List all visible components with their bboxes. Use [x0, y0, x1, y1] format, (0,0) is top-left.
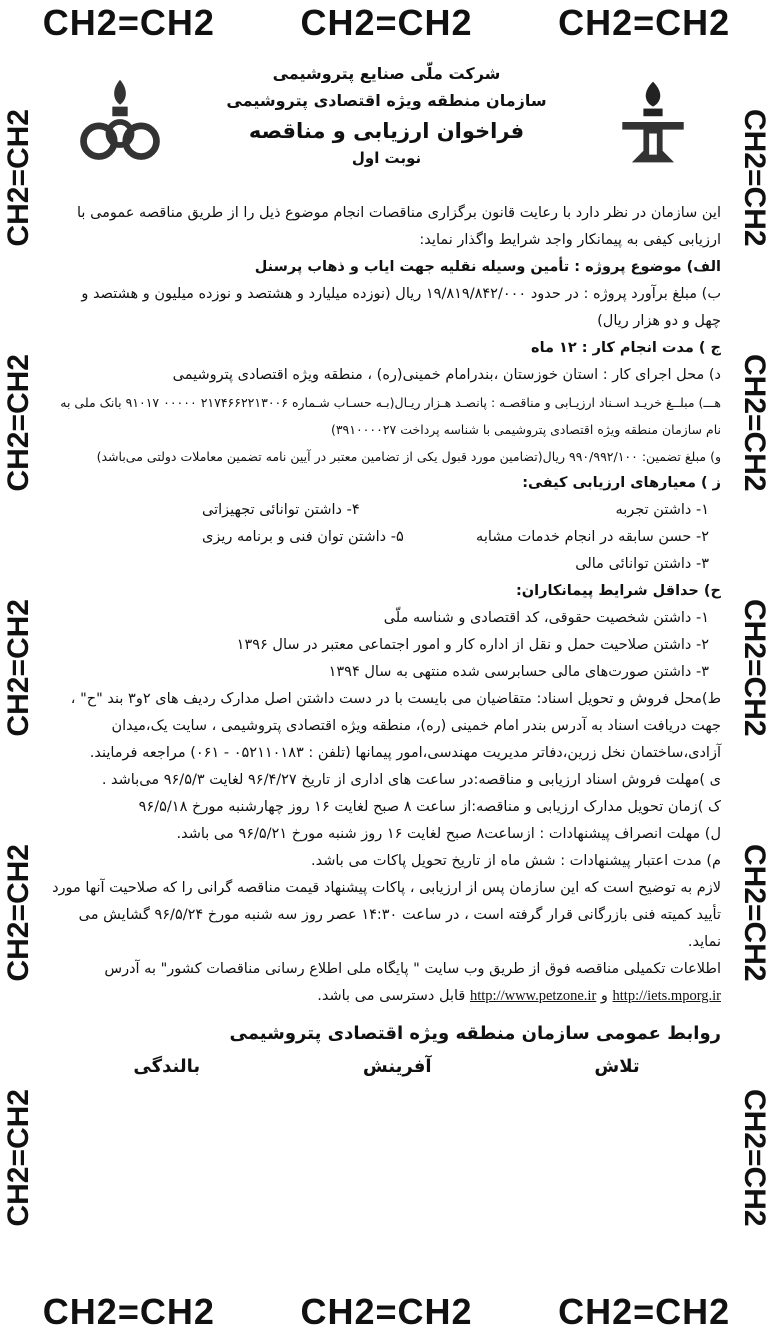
info-text-end: قابل دسترسی می باشد.	[317, 988, 466, 1004]
frame-text: CH2=CH2	[738, 108, 771, 247]
frame-text: CH2=CH2	[42, 2, 215, 43]
public-relations-signature: روابط عمومی سازمان منطقه ویژه اقتصادی پتروشیمی	[229, 1023, 721, 1044]
frame-text: CH2=CH2	[42, 1291, 215, 1332]
slogan: تلاش	[594, 1056, 640, 1077]
frame-top-border	[0, 2, 773, 44]
requirements-title: ح) حداقل شرایط پیمانکاران:	[515, 583, 721, 599]
frame-text: CH2=CH2	[300, 2, 473, 43]
organization-name: شرکت ملّی صنایع پتروشیمی	[272, 64, 501, 83]
item-submission-time: ک )زمان تحویل مدارک ارزیابی و مناقصه:از ساعت ۸ صبح لغایت ۱۶ روز چهارشنبه مورخ ۹۶/۵/۱۸	[138, 799, 721, 815]
frame-text: CH2=CH2	[738, 843, 771, 982]
criteria-title: ز ) معیارهای ارزیابی کیفی:	[522, 475, 721, 491]
slogan: آفرینش	[362, 1056, 432, 1077]
frame-text: CH2=CH2	[2, 843, 35, 982]
notice-header	[52, 60, 721, 200]
frame-left-border	[2, 55, 36, 1280]
iets-link[interactable]: http://iets.mporg.ir	[612, 988, 721, 1004]
criteria-item: ۳- داشتن توانائی مالی	[575, 556, 709, 572]
slogan: بالندگی	[133, 1056, 201, 1077]
frame-text: CH2=CH2	[2, 1088, 35, 1227]
item-sale-location: ط)محل فروش و تحویل اسناد: متقاضیان می بایست با در دست داشتن اصل مدارک ردیف های ۲و۳ بند "ح" ، جهت دریافت اسناد به آدرس بندر امام خمینی (ره)، منطقه ویژه اقتصادی پتروشیمی ، سایت یک،میدان آزادی،ساختمان نخل زرین،دفاتر مدیریت مهندسی،امور پیمانها (تلفن : ۰۵۲۱۱۰۱۸۳ - ۰۶۱) مراجعه فرمایند.	[70, 691, 721, 761]
item-withdrawal-deadline: ل) مهلت انصراف پیشنهادات : ازساعت۸ صبح لغایت ۱۶ روز شنبه مورخ ۹۶/۵/۲۱ می باشد.	[176, 826, 721, 842]
frame-text: CH2=CH2	[2, 353, 35, 492]
requirement-item: ۳- داشتن صورت‌های مالی حسابرسی شده منتهی به سال ۱۳۹۴	[328, 664, 709, 680]
frame-right-border	[737, 55, 771, 1280]
criteria-item: ۲- حسن سابقه در انجام خدمات مشابه	[476, 529, 709, 545]
slogans	[52, 1053, 721, 1080]
notice-turn: نوبت اول	[351, 149, 422, 167]
item-guarantee: و) مبلغ تضمین: ۹۹۰/۹۹۲/۱۰۰ ریال(تضامین مورد قبول یکی از تضامین معتبر در آیین نامه تضمین معاملات دولتی می‌باشد)	[96, 449, 721, 464]
info-note	[52, 956, 721, 1010]
criteria-item: ۴- داشتن توانائی تجهیزاتی	[202, 502, 360, 518]
petrochemical-logo-icon	[72, 74, 168, 170]
requirement-item: ۲- داشتن صلاحیت حمل و نقل از اداره کار و امور اجتماعی معتبر در سال ۱۳۹۶	[236, 637, 709, 653]
petzone-link[interactable]: http://www.petzone.ir	[469, 988, 597, 1004]
criteria-row	[52, 524, 721, 551]
and-text: و	[600, 988, 608, 1004]
frame-text: CH2=CH2	[558, 1291, 731, 1332]
info-text: اطلاعات تکمیلی مناقصه فوق از طریق وب سایت " پایگاه ملی اطلاع رسانی مناقصات کشور" به آدرس	[104, 961, 721, 977]
item-location: د) محل اجرای کار : استان خوزستان ،بندرامام خمینی(ره) ، منطقه ویژه اقتصادی پتروشیمی	[172, 367, 721, 383]
criteria-row	[52, 497, 721, 524]
intro-paragraph: این سازمان در نظر دارد با رعایت قانون برگزاری مناقصات انجام موضوع ذیل را از طریق مناقصه عمومی با ارزیابی کیفی به پیمانکار واجد شرایط واگذار نماید:	[77, 205, 721, 248]
item-duration: ج ) مدت انجام کار : ۱۲ ماه	[531, 340, 721, 356]
item-subject: الف) موضوع پروژه : تأمین وسیله نقلیه جهت ایاب و ذهاب پرسنل	[254, 259, 721, 275]
frame-text: CH2=CH2	[738, 353, 771, 492]
item-validity: م) مدت اعتبار پیشنهادات : شش ماه از تاریخ تحویل پاکات می باشد.	[311, 853, 721, 869]
frame-text: CH2=CH2	[738, 1088, 771, 1227]
item-document-fee: هـــ) مبلــغ خریـد اسـناد ارزیـابی و مناقصـه : پانصـد هـزار ریـال(بـه حسـاب شـماره ۲۱۷۴۶۶۲۲۱۳۰۰۶ ۰۰۰۰۰ ۹۱۰۱۷ بانک ملی به نام سازمان منطقه ویژه اقتصادی پتروشیمی با شناسه پرداخت ۳۹۱۰۰۰۰۲۷)	[60, 395, 721, 437]
frame-bottom-border	[0, 1291, 773, 1333]
criteria-item: ۱- داشتن تجربه	[615, 502, 709, 518]
organization-subname: سازمان منطقه ویژه اقتصادی پتروشیمی	[226, 91, 547, 110]
frame-text: CH2=CH2	[300, 1291, 473, 1332]
tender-notice	[52, 52, 721, 1281]
company-logo-icon	[605, 74, 701, 170]
frame-text: CH2=CH2	[558, 2, 731, 43]
frame-text: CH2=CH2	[2, 598, 35, 737]
criteria-item: ۵- داشتن توان فنی و برنامه ریزی	[202, 529, 404, 545]
frame-text: CH2=CH2	[738, 598, 771, 737]
item-sale-deadline: ی )مهلت فروش اسناد ارزیابی و مناقصه:در ساعت های اداری از تاریخ ۹۶/۴/۲۷ لغایت ۹۶/۵/۳ می‌باشد .	[101, 772, 721, 788]
requirement-item: ۱- داشتن شخصیت حقوقی، کد اقتصادی و شناسه ملّی	[383, 610, 709, 626]
item-estimate: ب) مبلغ برآورد پروژه : در حدود ۱۹/۸۱۹/۸۴۲/۰۰۰ ریال (نوزده میلیارد و هشتصد و نوزده میلیون و هشتصد و چهل و دو هزار ریال)	[81, 286, 721, 329]
opening-note: لازم به توضیح است که این سازمان پس از ارزیابی ، پاکات پیشنهاد قیمت مناقصه گرانی را که صلاحیت آنها مورد تأیید کمیته فنی بازرگانی قرار گرفته است ، در ساعت ۱۴:۳۰ عصر روز سه شنبه مورخ ۹۶/۵/۲۴ گشایش می نماید.	[52, 880, 721, 950]
notice-title: فراخوان ارزیابی و مناقصه	[248, 119, 525, 143]
frame-text: CH2=CH2	[2, 108, 35, 247]
